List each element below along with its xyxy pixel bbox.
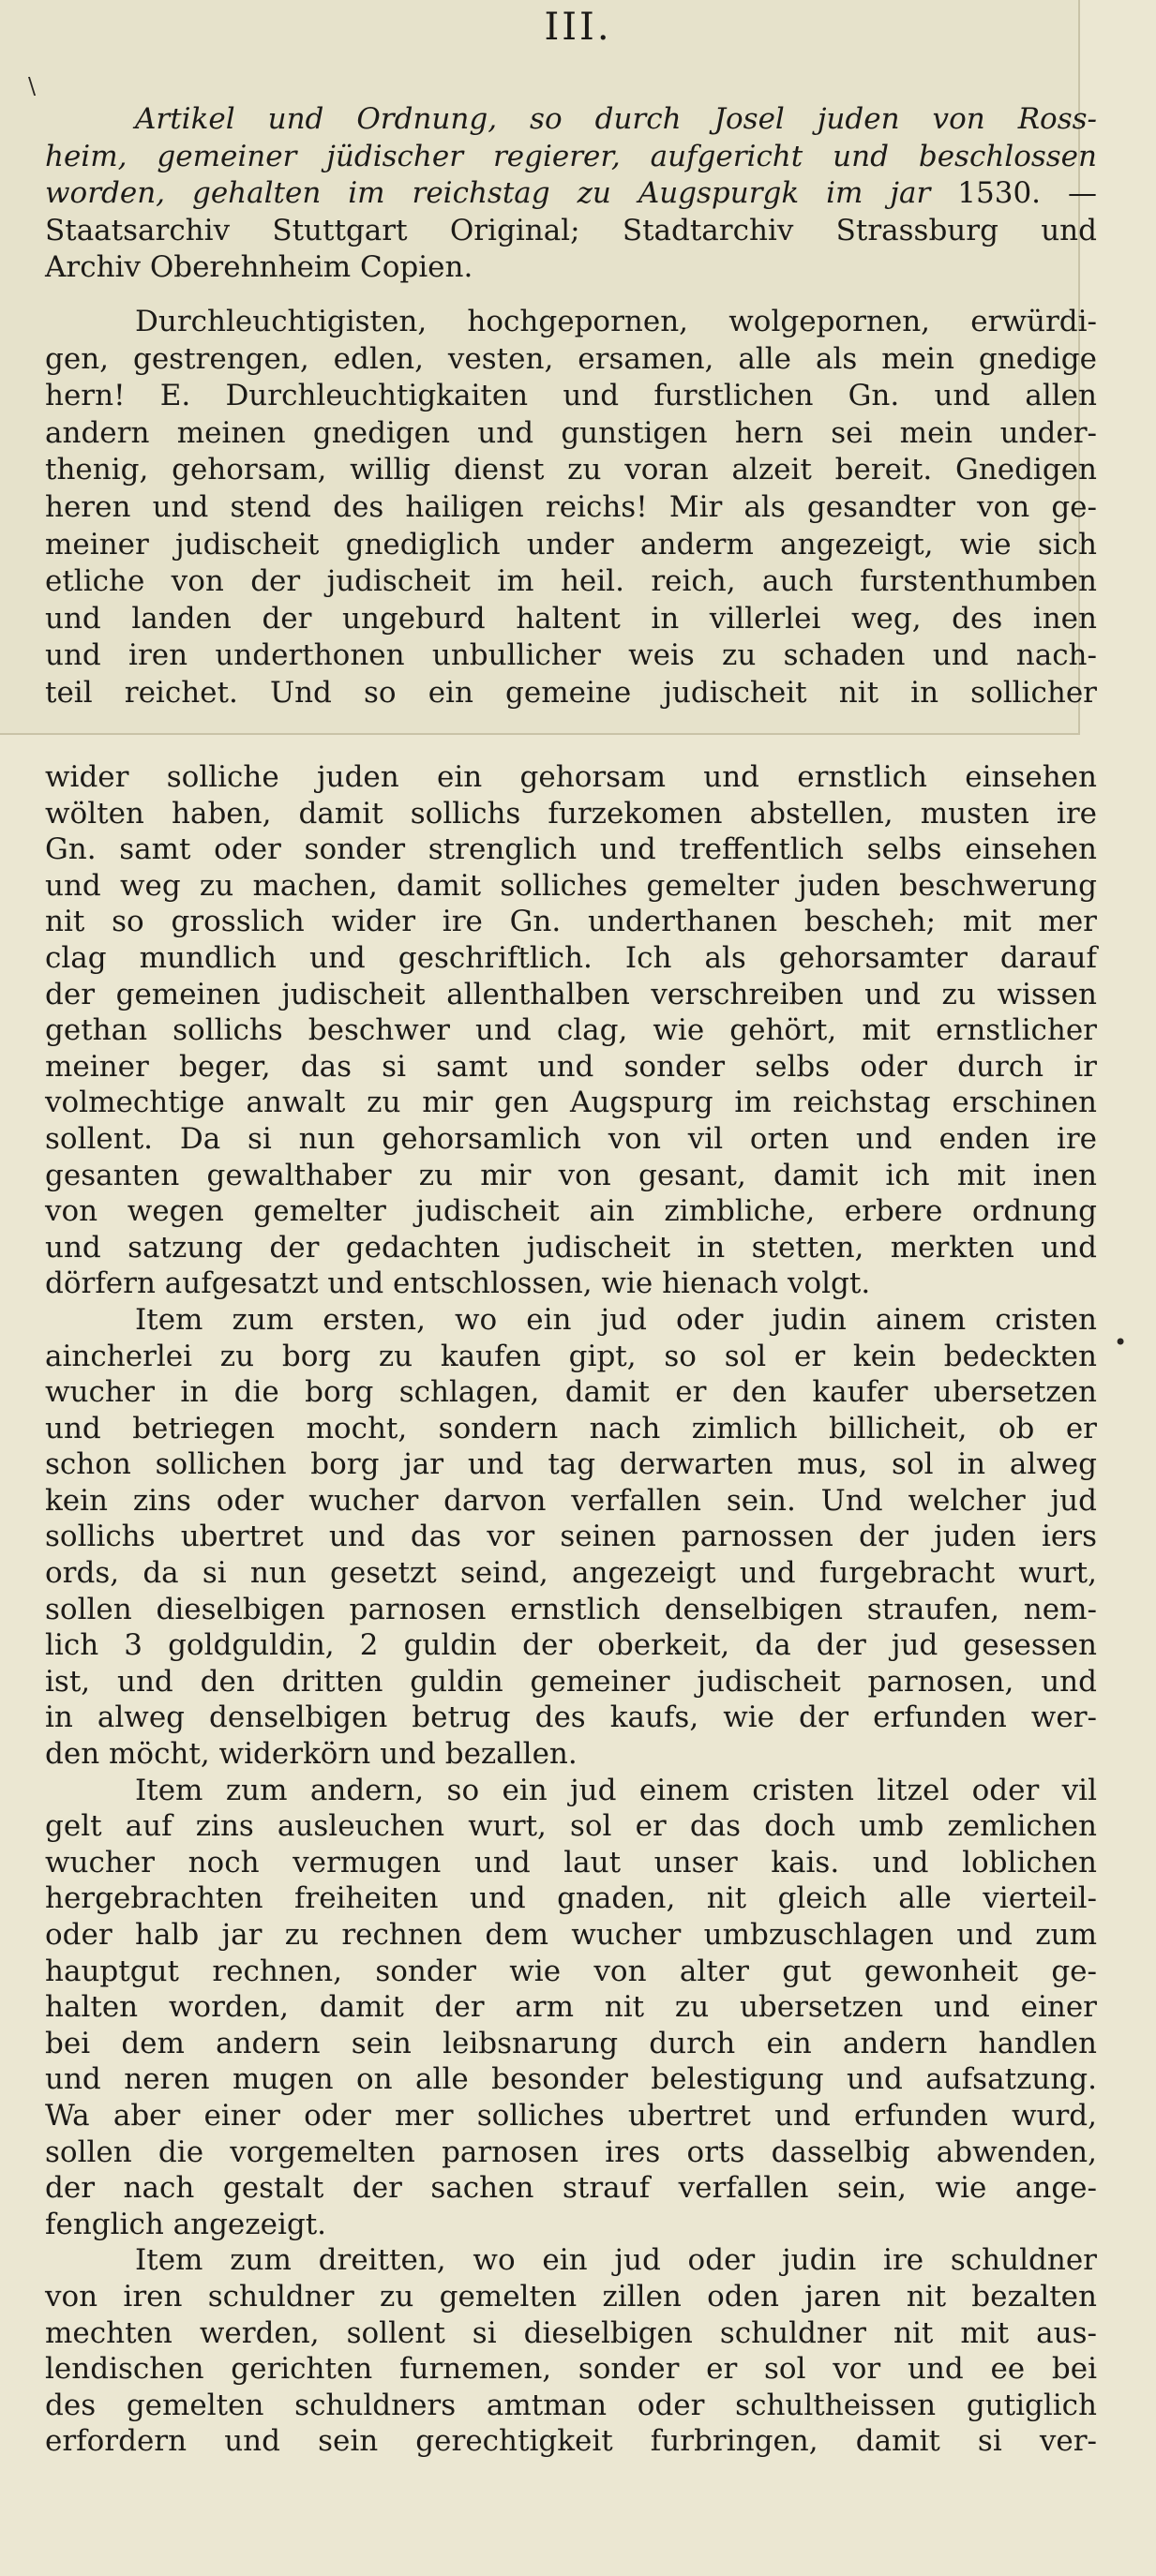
text-line: des gemelten schuldners amtman oder schultheissen gutiglich — [45, 2388, 1097, 2422]
text-line: sollen dieselbigen parnosen ernstlich denselbigen straufen, nem- — [45, 1592, 1097, 1626]
document-heading — [45, 101, 1097, 287]
text-line: ords, da si nun gesetzt seind, angezeigt und furgebracht wurt, — [45, 1556, 1097, 1591]
text-line: gesanten gewalthaber zu mir von gesant, damit ich mit inen — [45, 1158, 1097, 1192]
text-line: der gemeinen judischeit allenthalben verschreiben und zu wissen — [45, 977, 1097, 1011]
text-line: halten worden, damit der arm nit zu ubersetzen und einer — [45, 1990, 1097, 2025]
text-line: thenig, gehorsam, willig dienst zu voran alzeit bereit. Gnedigen — [45, 453, 1097, 487]
text-line: wider solliche juden ein gehorsam und ernstlich einsehen — [45, 760, 1097, 794]
text-line: und weg zu machen, damit solliches gemelter juden beschwerung — [45, 868, 1097, 903]
text-line: wucher noch vermugen und laut unser kais. und loblichen — [45, 1845, 1097, 1880]
text-line: der nach gestalt der sachen strauf verfallen sein, wie ange- — [45, 2171, 1097, 2206]
text-line: meiner beger, das si samt und sonder selbs oder durch ir — [45, 1049, 1097, 1084]
text-line: sollen die vorgemelten parnosen ires orts dasselbig abwenden, — [45, 2134, 1097, 2169]
text-line: erfordern und sein gerechtigkeit furbringen, damit si ver- — [45, 2424, 1097, 2459]
paragraph-salutation — [45, 304, 1097, 712]
text-line: und betriegen mocht, sondern nach zimlich billicheit, ob er — [45, 1411, 1097, 1445]
text-line: Gn. samt oder sonder strenglich und treffentlich selbs einsehen — [45, 832, 1097, 867]
text-line: und neren mugen on alle besonder belestigung und aufsatzung. — [45, 2062, 1097, 2097]
text-line: meiner judischeit gnediglich under anderm angezeigt, wie sich — [45, 527, 1097, 562]
text-line: sollichs ubertret und das vor seinen parnossen der juden iers — [45, 1520, 1097, 1554]
text-line: den möcht, widerkörn und bezallen. — [45, 1737, 578, 1772]
text-line: von iren schuldner zu gemelten zillen oden jaren nit bezalten — [45, 2279, 1097, 2314]
text-line: Wa aber einer oder mer solliches ubertret und erfunden wurd, — [45, 2098, 1097, 2133]
text-line: und iren underthonen unbullicher weis zu schaden und nach- — [45, 638, 1097, 673]
text-line: gethan sollichs beschwer und clag, wie gehört, mit ernstlicher — [45, 1013, 1097, 1048]
text-line: bei dem andern sein leibsnarung durch ein andern handlen — [45, 2026, 1097, 2060]
text-line: clag mundlich und geschriftlich. Ich als gehorsamter darauf — [45, 940, 1097, 975]
heading-line: Artikel und Ordnung, so durch Josel juden von Ross- — [135, 102, 1097, 136]
text-line: Durchleuchtigisten, hochgepornen, wolgepornen, erwürdi- — [135, 305, 1097, 338]
text-line: fenglich angezeigt. — [45, 2207, 327, 2241]
text-line: gelt auf zins ausleuchen wurt, sol er das doch umb zemlichen — [45, 1809, 1097, 1844]
text-line: lendischen gerichten furnemen, sonder er sol vor und ee bei — [45, 2352, 1097, 2387]
item-line: Item zum ersten, wo ein jud oder judin ainem cristen — [135, 1302, 1097, 1337]
text-line: in alweg denselbigen betrug des kaufs, wie der erfunden wer- — [45, 1700, 1097, 1735]
text-line: kein zins oder wucher darvon verfallen sein. Und welcher jud — [45, 1483, 1097, 1518]
heading-line: Archiv Oberehnheim Copien. — [45, 250, 473, 284]
text-line: schon sollichen borg jar und tag derwarten mus, sol in alweg — [45, 1447, 1097, 1482]
heading-line: heim, gemeiner jüdischer regierer, aufgericht und beschlossen — [45, 139, 1097, 173]
scan-mark: \ — [28, 73, 37, 99]
text-line: aincherlei zu borg zu kaufen gipt, so sol er kein bedeckten — [45, 1339, 1097, 1373]
text-line: wölten haben, damit sollichs furzekomen abstellen, musten ire — [45, 796, 1097, 831]
text-line: und landen der ungeburd haltent in villerlei weg, des inen — [45, 601, 1097, 636]
page-number: III. — [544, 6, 612, 49]
text-line: sollent. Da si nun gehorsamlich von vil orten und enden ire — [45, 1121, 1097, 1156]
text-line: nit so grosslich wider ire Gn. underthanen bescheh; mit mer — [45, 905, 1097, 939]
scan-dot: • — [1114, 1329, 1128, 1355]
item-line: Item zum andern, so ein jud einem cristen litzel oder vil — [135, 1773, 1097, 1807]
text-line: andern meinen gnedigen und gunstigen hern sei mein under- — [45, 415, 1097, 450]
text-line: wucher in die borg schlagen, damit er den kaufer ubersetzen — [45, 1375, 1097, 1410]
text-line: hergebrachten freiheiten und gnaden, nit gleich alle vierteil- — [45, 1881, 1097, 1916]
text-line: oder halb jar zu rechnen dem wucher umbzuschlagen und zum — [45, 1918, 1097, 1952]
text-line: ist, und den dritten guldin gemeiner judischeit parnosen, und — [45, 1664, 1097, 1699]
heading-line: worden, gehalten im reichstag zu Augspurgk im jar 1530. — — [45, 176, 1097, 210]
text-line: und satzung der gedachten judischeit in stetten, merkten und — [45, 1230, 1097, 1265]
text-line: etliche von der judischeit im heil. reich, auch furstenthumben — [45, 564, 1097, 599]
text-line: volmechtige anwalt zu mir gen Augspurg im reichstag erschinen — [45, 1086, 1097, 1120]
text-line: heren und stend des hailigen reichs! Mir als gesandter von ge- — [45, 489, 1097, 524]
text-line: hern! E. Durchleuchtigkaiten und furstlichen Gn. und allen — [45, 379, 1097, 413]
body-text — [45, 759, 1097, 2460]
text-line: gen, gestrengen, edlen, vesten, ersamen, alle als mein gnedige — [45, 341, 1097, 376]
text-line: dörfern aufgesatzt und entschlossen, wie hienach volgt. — [45, 1266, 871, 1301]
text-line: von wegen gemelter judischeit ain zimbliche, erbere ordnung — [45, 1194, 1097, 1229]
text-line: lich 3 goldguldin, 2 guldin der oberkeit, da der jud gesessen — [45, 1628, 1097, 1663]
heading-line: Staatsarchiv Stuttgart Original; Stadtarchiv Strassburg und — [45, 213, 1097, 247]
text-line: teil reichet. Und so ein gemeine judischeit nit in sollicher — [45, 675, 1097, 710]
text-line: hauptgut rechnen, sonder wie von alter gut gewonheit ge- — [45, 1954, 1097, 1988]
text-line: mechten werden, sollent si dieselbigen schuldner nit mit aus- — [45, 2315, 1097, 2350]
item-line: Item zum dreitten, wo ein jud oder judin ire schuldner — [135, 2243, 1097, 2278]
